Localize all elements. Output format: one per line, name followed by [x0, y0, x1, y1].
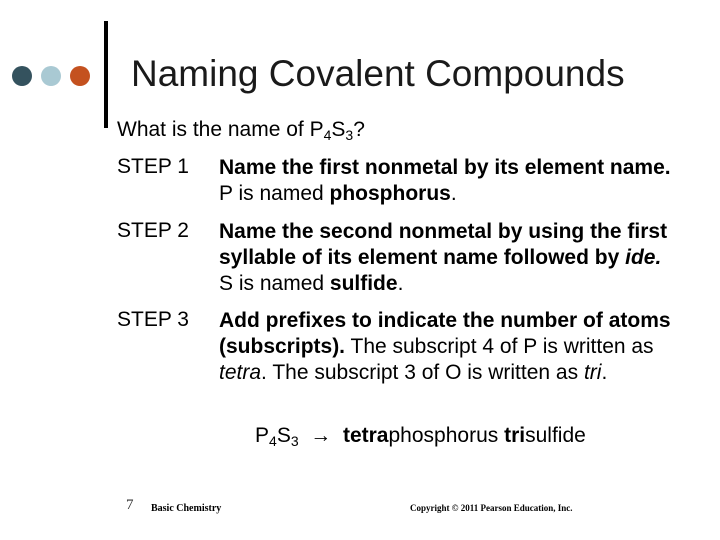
step-1-term: phosphorus — [329, 182, 451, 205]
footer-book-title: Basic Chemistry — [151, 503, 222, 514]
question-text — [117, 118, 365, 143]
page-number: 7 — [126, 497, 134, 513]
footer-copyright: Copyright © 2011 Pearson Education, Inc. — [410, 503, 573, 513]
answer-s: S — [276, 424, 291, 447]
arrow-icon: → — [310, 424, 332, 447]
decor-dot-orange — [70, 66, 90, 86]
step-3-prefix-tetra: tetra — [219, 361, 262, 384]
step-1-label: STEP 1 — [117, 155, 189, 178]
question-mark: ? — [353, 118, 365, 141]
decor-dot-light — [41, 66, 61, 86]
step-3-label: STEP 3 — [117, 308, 189, 331]
step-2-label: STEP 2 — [117, 219, 189, 242]
answer-subscript-p: 4 — [269, 433, 277, 449]
step-2-text — [219, 219, 679, 297]
question-s: S — [331, 118, 346, 141]
step-3-text — [219, 308, 679, 386]
question-subscript-p: 4 — [323, 127, 332, 143]
question-prefix: What is the name of P — [117, 118, 324, 141]
step-1-period: . — [450, 182, 457, 205]
step-1-text — [219, 155, 679, 207]
step-3-prefix-tri: tri — [583, 361, 602, 384]
step-2-instruction: Name the second nonmetal by using the first syllable of its element name followed by — [219, 220, 668, 269]
answer-p: P — [255, 424, 270, 447]
answer-subscript-s: 3 — [290, 433, 299, 449]
step-2-example: S is named — [219, 272, 330, 295]
step-2-term: sulfide — [329, 272, 398, 295]
step-1-example: P is named — [219, 182, 330, 205]
decor-dot-dark — [12, 66, 32, 86]
answer-prefix-tetra: tetra — [342, 424, 389, 447]
step-3-example-b: . The subscript 3 of O is written as — [261, 361, 584, 384]
step-3-instruction: Add prefixes to indicate the number of atoms (subscripts). — [219, 309, 671, 358]
step-2-period: . — [397, 272, 404, 295]
answer-word-phosphorus: phosphorus — [388, 424, 499, 447]
step-3-period: . — [601, 361, 608, 384]
step-2-suffix: ide. — [625, 246, 662, 269]
slide-title: Naming Covalent Compounds — [131, 53, 625, 94]
question-subscript-s: 3 — [345, 127, 354, 143]
step-1-instruction: Name the first nonmetal by its element name. — [219, 156, 671, 179]
answer-line — [255, 424, 586, 449]
answer-prefix-tri: tri — [504, 424, 526, 447]
answer-word-sulfide: sulfide — [525, 424, 586, 447]
title-divider — [104, 21, 108, 128]
step-3-example-a: The subscript 4 of P is written as — [345, 335, 654, 358]
